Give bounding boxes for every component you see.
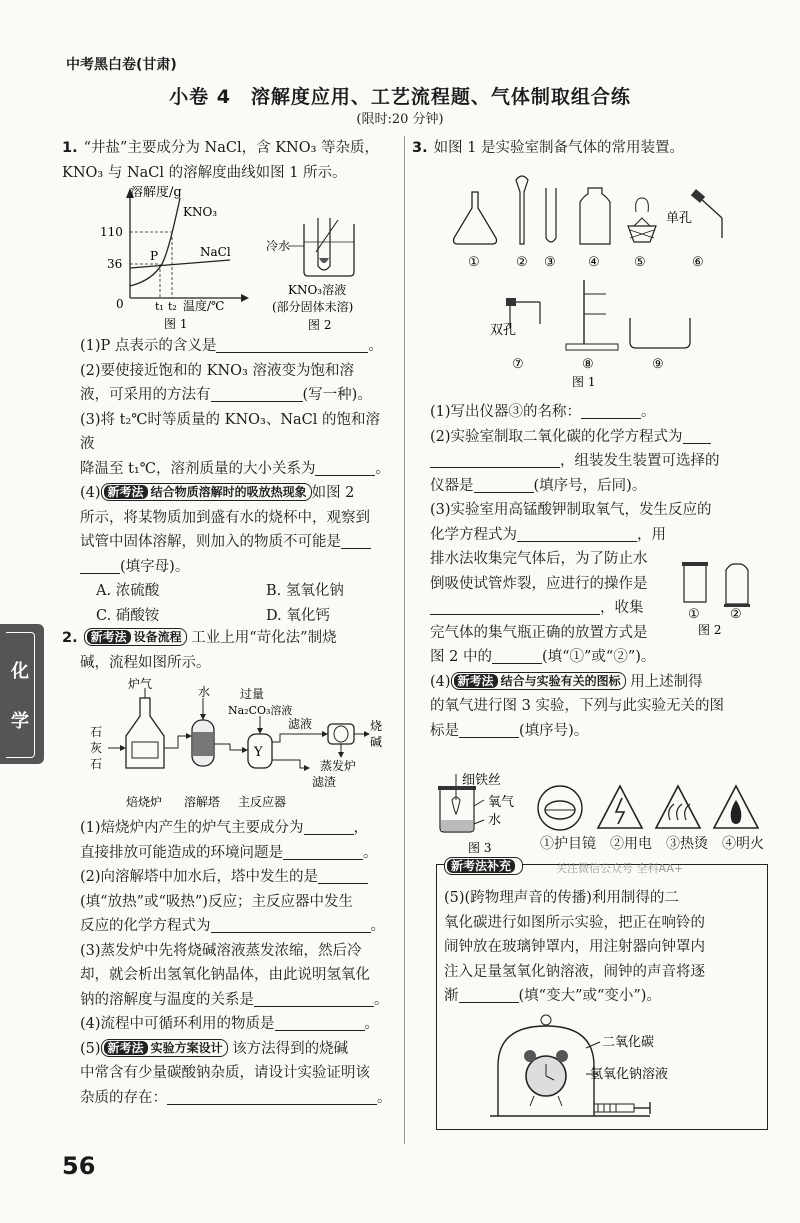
question-text: 倒吸使试管炸裂，应进行的操作是 [430, 575, 648, 592]
subject-side-tab [0, 624, 44, 764]
question-text: 注入足量氢氧化钠溶液，闹钟的声音将逐 [444, 963, 705, 980]
question-text: (填字母)。 [120, 558, 190, 575]
label: 水 [198, 685, 211, 699]
svg-text:Y: Y [254, 745, 263, 760]
question-text: 闹钟放在玻璃钟罩内，用注射器向钟罩内 [444, 939, 705, 955]
question-text: 反应的化学方程式为 [80, 918, 211, 934]
icon-label-electric: ②用电 [610, 836, 652, 852]
side-tab-char: 学 [11, 711, 29, 732]
answer-blank[interactable] [211, 385, 303, 402]
solubility-figure [80, 186, 250, 336]
answer-blank[interactable] [211, 916, 371, 933]
answer-blank[interactable] [341, 532, 371, 549]
figure-caption: 图 3 [468, 841, 492, 855]
figure-caption: 图 2 [698, 623, 722, 636]
process-flow-figure [80, 676, 392, 814]
question-1-parts: (1)P 点表示的含义是 。 (2)要使接近饱和的 KNO₃ 溶液变为饱和溶 液，可采用的方法有 (写一种)。 (3)将 t₂℃时等质量的 KNO₃、NaCl 的饱和溶液 降温至 t₁℃，溶剂质量的大小关系为 。 (4) 新考法 结合物质溶解时的吸放热现象 如图 2 所示，将某物质加到盛有水的烧杯中，观察到 试管中固体溶解，则加入的物质不可能是 (填字母)。 A. 浓硫酸 B. 氢氧化钠 C. 硝酸铵 D. 氧化钙 [80, 334, 392, 628]
answer-blank[interactable] [581, 402, 641, 419]
label: 灰 [90, 741, 103, 755]
page-number: 56 [62, 1152, 96, 1180]
label: 烧 [370, 719, 383, 733]
question-number: 2. [62, 630, 78, 646]
label: (部分固体未溶) [272, 300, 354, 314]
question-text: (5)(跨物理声音的传播)利用制得的二 [444, 890, 679, 906]
answer-blank[interactable] [275, 1014, 365, 1031]
option-a[interactable]: A. 浓硫酸 [96, 583, 160, 599]
question-text: (写一种)。 [302, 387, 372, 403]
question-text: 却，就会析出氢氧化钠晶体，由此说明氢氧化 [80, 967, 370, 983]
option-b[interactable]: B. 氢氧化钠 [266, 583, 344, 599]
tick-label: 36 [107, 257, 123, 271]
answer-blank[interactable] [492, 647, 542, 664]
answer-blank[interactable] [430, 598, 600, 615]
answer-blank[interactable] [517, 525, 637, 542]
answer-blank[interactable] [254, 990, 374, 1007]
label: 主反应器 [238, 795, 287, 809]
label: 氧气 [488, 795, 515, 810]
answer-blank[interactable] [459, 721, 519, 738]
question-text: (1)写出仪器③的名称： [430, 404, 582, 420]
new-method-tag: 新考法 实验方案设计 [101, 1039, 228, 1057]
question-stem: 工业上用“苛化法”制烧 [191, 630, 337, 646]
figure-caption: 图 1 [572, 375, 596, 389]
label: 石 [90, 725, 103, 739]
label: 氢氧化钠溶液 [590, 1067, 669, 1082]
question-text: 完气体的集气瓶正确的放置方式是 [430, 624, 648, 641]
question-3 [412, 136, 772, 161]
question-text: 钠的溶解度与温度的关系是 [80, 991, 254, 1008]
book-header: 中考黑白卷(甘肃) [66, 57, 177, 73]
label: ② [730, 607, 742, 622]
question-text: 液，可采用的方法有 [80, 387, 211, 403]
question-text: 。 [375, 460, 390, 477]
question-text: (2)实验室制取二氧化碳的化学方程式为 [430, 428, 683, 445]
label: 石 [90, 757, 103, 771]
point-label: P [150, 249, 159, 263]
question-text: 试管中固体溶解，则加入的物质不可能是 [80, 534, 341, 550]
answer-blank[interactable] [80, 557, 120, 574]
question-text: 化学方程式为 [430, 526, 517, 543]
label: 焙烧炉 [126, 795, 163, 809]
question-stem: “井盐”主要成分为 NaCl，含 KNO₃ 等杂质， [83, 140, 380, 156]
question-text: 如图 2 [311, 485, 355, 501]
question-text: ，组装发生装置可选择的 [560, 453, 720, 469]
question-stem: 如图 1 是实验室制备气体的常用装置。 [433, 140, 685, 156]
column-divider [404, 136, 405, 1144]
side-tab-char: 化 [11, 661, 29, 682]
answer-blank[interactable] [216, 336, 368, 353]
question-text: 的氧气进行图 3 实验，下列与此实验无关的图 [430, 698, 724, 714]
answer-blank[interactable] [459, 986, 519, 1003]
icon-label-hot: ③热烫 [666, 836, 708, 852]
label: 蒸发炉 [320, 759, 357, 773]
apparatus-figure [430, 168, 770, 390]
time-limit: (限时:20 分钟) [356, 112, 444, 127]
question-text: 杂质的存在： [80, 1089, 167, 1106]
icon-label-goggles: ①护目镜 [540, 836, 596, 852]
answer-options [80, 579, 392, 628]
label: 滤液 [288, 717, 313, 731]
question-text: (3)将 t₂℃时等质量的 KNO₃、NaCl 的饱和溶液 [80, 411, 381, 452]
question-3-part5 [444, 886, 764, 1009]
label: 水 [488, 813, 502, 828]
question-text: 仪器是 [430, 477, 474, 494]
apparatus-label: ⑦ [512, 357, 524, 372]
question-text: (填“放热”或“吸热”)反应；主反应器中发生 [80, 893, 353, 910]
new-method-tag: 新考法 结合与实验有关的图标 [451, 672, 626, 690]
watermark: 关注微信公众号 全科AA+ [556, 862, 684, 875]
question-text: (3)蒸发炉中先将烧碱溶液蒸发浓缩，然后冷 [80, 942, 362, 959]
gas-jar-figure [676, 556, 766, 636]
question-text: 标是 [430, 722, 459, 739]
question-text: (2)向溶解塔中加水后，塔中发生的是 [80, 869, 319, 885]
question-stem: KNO₃ 与 NaCl 的溶解度曲线如图 1 所示。 [62, 164, 347, 181]
answer-blank[interactable] [167, 1088, 377, 1105]
figure-caption: 图 2 [308, 318, 332, 332]
question-text: 排水法收集完气体后，为了防止水 [430, 551, 648, 567]
label: 双孔 [490, 323, 517, 338]
question-text: (2)要使接近饱和的 KNO₃ 溶液变为饱和溶 [80, 362, 354, 379]
question-text: 该方法得到的烧碱 [232, 1040, 349, 1057]
apparatus-label: ⑨ [652, 357, 664, 372]
label: 炉气 [128, 677, 153, 691]
beaker-figure [262, 216, 392, 336]
new-method-tag: 新考法 结合物质溶解时的吸放热现象 [101, 483, 312, 501]
question-text: 降温至 t₁℃，溶剂质量的大小关系为 [80, 460, 316, 477]
question-text: 所示，将某物质加到盛有水的烧杯中，观察到 [80, 509, 370, 526]
tick-label: 0 [116, 297, 124, 311]
question-text: 渐 [444, 988, 459, 1004]
supplement-tag: 新考法补充 [444, 856, 523, 875]
icon-labels [540, 832, 772, 857]
question-1 [62, 136, 392, 185]
question-2-parts: (1)焙烧炉内产生的炉气主要成分为 ， 直接排放可能造成的环境问题是 。 (2)向溶解塔中加水后，塔中发生的是 (填“放热”或“吸热”)反应；主反应器中发生 反应的化学方程式为 。 (3)蒸发炉中先将烧碱溶液蒸发浓缩，然后冷 却，就会析出氢氧化钠晶体，由此说明氢氧化 钠的溶解度与温度的关系是 。 (4)流程中可循环利用的物质是 。 (5) 新考法 实验方案设计 该方法得到的烧碱 中常含有少量碳酸钠杂质，请设计实验证明该 杂质的存在： 。 [80, 816, 394, 1110]
label: 过量 [240, 687, 265, 701]
page-title: 小卷 4 溶解度应用、工艺流程题、气体制取组合练 [169, 86, 631, 108]
label: 二氧化碳 [602, 1035, 655, 1050]
question-text: (4) [430, 673, 451, 690]
apparatus-label: ② [516, 255, 528, 270]
answer-blank[interactable] [318, 867, 368, 884]
series-label: NaCl [200, 245, 231, 259]
tick-label: 110 [100, 225, 123, 239]
question-text: (3)实验室用高锰酸钾制取氧气，发生反应的 [430, 502, 712, 518]
question-text: 中常含有少量碳酸钠杂质，请设计实验证明该 [80, 1065, 370, 1081]
icon-label-fire: ④明火 [722, 836, 764, 852]
label: KNO₃溶液 [288, 283, 347, 297]
label: 单孔 [666, 211, 693, 226]
new-method-tag: 新考法 设备流程 [84, 628, 187, 646]
question-stem: 碱，流程如图所示。 [80, 654, 211, 671]
question-text: (填序号，后同)。 [533, 477, 647, 494]
question-text: 用上述制得 [630, 673, 703, 690]
question-text: (4)流程中可循环利用的物质是 [80, 1016, 275, 1032]
answer-blank[interactable] [474, 476, 534, 493]
question-text: (填“①”或“②”)。 [541, 649, 656, 665]
question-text: (填“变大”或“变小”)。 [518, 988, 661, 1004]
series-label: KNO₃ [183, 205, 218, 219]
question-number: 3. [412, 140, 428, 156]
answer-blank[interactable] [304, 818, 354, 835]
question-text: ，用 [637, 526, 666, 543]
tick-label: t₂ [168, 300, 177, 313]
answer-blank[interactable] [315, 459, 375, 476]
apparatus-label: ④ [588, 255, 600, 270]
axis-label: 温度/℃ [183, 299, 225, 313]
label: 碱 [370, 735, 383, 749]
apparatus-label: ① [468, 255, 480, 270]
answer-blank[interactable] [683, 427, 711, 444]
question-text: 图 2 中的 [430, 649, 492, 665]
question-text: (1)焙烧炉内产生的炉气主要成分为 [80, 820, 304, 836]
bell-jar-figure [490, 1012, 760, 1124]
option-c[interactable]: C. 硝酸铵 [96, 607, 160, 624]
option-d[interactable]: D. 氧化钙 [266, 607, 330, 624]
label: Na₂CO₃溶液 [228, 704, 293, 717]
question-2 [62, 626, 392, 675]
question-text: 氧化碳进行如图所示实验，把正在响铃的 [444, 914, 705, 931]
answer-blank[interactable] [430, 451, 560, 468]
tick-label: t₁ [155, 300, 164, 313]
apparatus-label: ⑤ [634, 255, 646, 270]
label: 溶解塔 [184, 795, 221, 809]
label: 细铁丝 [462, 773, 502, 788]
question-3-parts: (1)写出仪器③的名称： 。 (2)实验室制取二氧化碳的化学方程式为 ，组装发生装置可选择的 仪器是 (填序号，后同)。 (3)实验室用高锰酸钾制取氧气，发生反应的 化学方程式为 ，用 排水法收集完气体后，为了防止水 倒吸使试管炸裂，应进行的操作是 ，收集 完气体的集气瓶正确的放置方式是 图 2 中的 (填“①”或“②”)。 (4) 新考法 结合与实验有关的图标 用上述制得 的氧气进行图 3 实验，下列与此实验无关的图 标是 (填序号)。 [430, 400, 772, 743]
label: 冷水 [266, 239, 291, 253]
apparatus-label: ⑧ [582, 357, 594, 372]
question-text: (1)P 点表示的含义是 [80, 338, 217, 354]
question-number: 1. [62, 140, 78, 156]
figure-caption: 图 1 [164, 317, 188, 331]
question-text: (5) [80, 1040, 101, 1057]
label: 滤渣 [312, 775, 337, 789]
axis-label: 溶解度/g [130, 186, 182, 200]
label: ① [688, 607, 700, 622]
question-text: ，收集 [600, 600, 644, 616]
answer-blank[interactable] [283, 843, 363, 860]
apparatus-label: ⑥ [692, 255, 704, 270]
question-text: 直接排放可能造成的环境问题是 [80, 844, 283, 861]
apparatus-label: ③ [544, 255, 556, 270]
question-text: (填序号)。 [519, 722, 589, 739]
question-text: (4) [80, 485, 101, 501]
